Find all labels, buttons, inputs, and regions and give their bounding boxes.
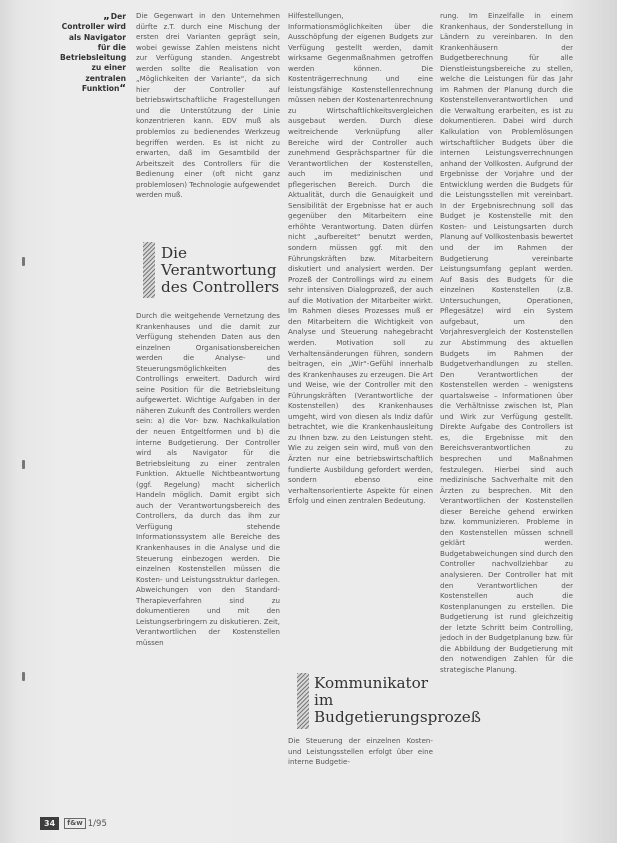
body-text: rung. Im Einzelfalle in einem Krankenhaus, der Sonderstellung in Ländern zu vereinbaren. In den Krankenhäusern der Budgetberechnung für alle Dienstleistungsbereiche zu stellen, welche die Leistungen für das Jahr im Rahmen der Planung durch die Kostenstellenverantwortlichen und die Verwaltung erarbeiten, es ist zu dokumentieren. Dabei wird durch Kalkulation von Problemlösungen wirtschaftlicher Budgets über die internen Leistungsverrechnungen anhand der Vollkosten. Aufgrund der Ergebnisse der Vorjahre und der Entwicklung werden die Budgets für die Leistungsstellen mit vereinbart. In der Ergebnisrechnung soll das Budget je Kostenstelle mit den Kosten- und Leistungsarten durch Planung auf Vollkostenbasis bewertet und der im Rahmen der Budgetierung vereinbarte Leistungsumfang geplant werden. Auf Basis des Budgets für die einzelnen Kostenstellen (z.B. Untersuchungen, Operationen, Pflegesätze) wird ein System aufgebaut, um den Vorjahresvergleich der Kostenstellen zur Abstimmung des aktuellen Budgets im Rahmen der Budgetverhandlungen zu stellen. Den Verantwortlichen der Kostenstellen werden – wenigstens quartalsweise – Informationen über die Verhältnisse zwischen Ist, Plan und Wirk zur Verfügung gestellt. Direkte Aufgabe des Controllers ist es, die Ergebnisse mit den Bereichsverantwortlichen zu besprechen und Maßnahmen festzulegen. Hierbei sind auch medizinische Sachverhalte mit den Ärzten zu besprechen. Mit den Verantwortlichen der Kostenstellen dieser Bereiche gehend erwirken bzw. kommunizieren. Probleme in den Kostenstellen müssen schnell geklärt werden. Budgetabweichungen sind durch den Controller nachvollziehbar zu analysieren. Der Controller hat mit den Verantwortlichen der Kostenstellen auch die Kostenplanungen zu erstellen. Die Budgetierung ist rund gleichzeitig der letzte Schritt beim Controlling, jedoch in der Budgetplanung bzw. für die Abbildung der Budgetierung mit den notwendigen Zahlen für die strategische Planung. bbox=[440, 11, 573, 674]
section-heading-communicator: Kommunikator im Budgetierungsprozeß bbox=[314, 674, 481, 727]
pull-quote-text: Der Controller wird als Navigator für die Betriebsleitung zu einer zentralen Funktion bbox=[60, 12, 127, 94]
page-number: 34 bbox=[40, 817, 59, 830]
page-footer bbox=[40, 816, 107, 831]
column-3 bbox=[440, 11, 573, 801]
column-1-top bbox=[136, 11, 280, 223]
magazine-logo: f&w bbox=[64, 818, 86, 829]
heading-hatch-decoration bbox=[143, 242, 155, 298]
binding-mark bbox=[22, 460, 25, 469]
body-text: Hilfestellungen, Informationsmöglichkeiten über die Ausschöpfung der eigenen Budgets zur Verfügung gestellt werden, damit wirksame Gegenmaßnahmen getroffen werden können. Die Kostenträgerrechnung und eine leistungsfähige Kostenstellenrechnung müssen neben der Kostenartenrechnung zu Wirtschaftlichkeitsvergleichen ausgebaut werden. Durch diese weitreichende Verknüpfung aller Bereiche wird der Controller auch zunehmend Gesprächspartner für die Verantwortlichen der Kostenstellen, auch im medizinischen und pflegerischen Bereich. Durch die Aktualität, durch die Genauigkeit und Sensibilität der Ergebnisse hat er auch gegenüber den Mitarbeitern eine erhöhte Verantwortung. Daten dürfen nicht „aufbereitet“ benutzt werden, sondern müssen ggf. mit den Führungskräften bzw. Mitarbeitern diskutiert und analysiert werden. Der Prozeß der Controllings wird zu einem sehr intensiven Dialogprozeß, der auch auf die Motivation der Mitarbeiter wirkt. Im Rahmen dieses Prozesses muß er den Mitarbeitern die Wichtigkeit von Analyse und Steuerung nahegebracht werden. Motivation soll zu Verhaltensänderungen führen, sondern beitragen, ein „Wir“-Gefühl innerhalb des Krankenhauses zu erzeugen. Die Art und Weise, wie der Controller mit den Führungskräften (Verantwortliche der Kostenstellen) des Krankenhauses umgeht, wird von diesen als Indiz dafür betrachtet, wie die Krankenhausleitung zu Ihnen bzw. zu den Leistungen steht. Wie zu zeigen sein wird, muß von den Ärzten nur eine betriebswirtschaftlich fundierte Ausbildung gefordert werden, sondern ebenso eine verhaltensorientierte Aspekte für einen Erfolg und einen zentralen Bedeutung. bbox=[288, 11, 433, 506]
binding-mark bbox=[22, 257, 25, 266]
quote-open-mark: „ bbox=[103, 11, 110, 22]
binding-mark bbox=[22, 672, 25, 681]
body-text: Durch die weitgehende Vernetzung des Krankenhauses und die damit zur Verfügung stehenden Daten aus den einzelnen Organisationsbereichen werden die Analyse- und Steuerungsmöglichkeiten des Controllings erweitert. Dadurch wird seine Position für die Betriebsleitung aufgewertet. Wichtige Aufgaben in der näheren Zukunft des Controllers werden sein: a) die Vor- bzw. Nachkalkulation der neuen Entgeltformen und b) die interne Budgetierung. Der Controller wird als Navigator für die Betriebsleitung zu einer zentralen Funktion. Aktuelle Nichtbeantwortung (ggf. Regelung) macht sicherlich Handeln möglich. Damit ergibt sich auch der Verantwortungsbereich des Controllers, da durch das ihm zur Verfügung stehende Informationssystem alle Bereiche des Krankenhauses in die Analyse und die Steuerung einbezogen werden. Die einzelnen Kostenstellen müssen die Kosten- und Leistungsstruktur darlegen. Abweichungen von den Standard-Therapieverfahren sind zu dokumentieren und mit den Leistungserbringern zu diskutieren. Zeit, Verantwortlichen der Kostenstellen müssen bbox=[136, 311, 280, 647]
section-heading-controller-responsibility: Die Verantwortung des Controllers bbox=[161, 244, 280, 297]
issue-number: 1/95 bbox=[87, 818, 107, 829]
heading-hatch-decoration bbox=[297, 673, 309, 729]
column-1-bottom bbox=[136, 311, 280, 809]
pull-quote bbox=[60, 12, 126, 94]
column-2-bottom bbox=[288, 736, 433, 810]
column-2 bbox=[288, 11, 433, 630]
quote-close-mark: “ bbox=[119, 83, 126, 95]
body-text: Die Gegenwart in den Unternehmen dürfte z.T. durch eine Mischung der ersten drei Varianten geprägt sein, wobei gewisse Zahlen meistens nicht zur Verfügung standen. Angestrebt werden sollte die Realisation von „Möglichkeiten der Variante“, da sich hier der Controller auf betriebswirtschaftliche Fragestellungen und die Unterstützung der Linie konzentrieren kann. EDV muß als problemlos zu bedienendes Werkzeug begriffen werden. Es ist nicht zu erwarten, daß im Gesamtbild der Arbeitszeit des Controllers für die Bedienung einer (oft nicht ganz problemlosen) Technologie aufgewendet werden muß. bbox=[136, 11, 280, 200]
body-text: Die Steuerung der einzelnen Kosten- und Leistungsstellen erfolgt über eine interne Budgetie- bbox=[288, 736, 433, 767]
